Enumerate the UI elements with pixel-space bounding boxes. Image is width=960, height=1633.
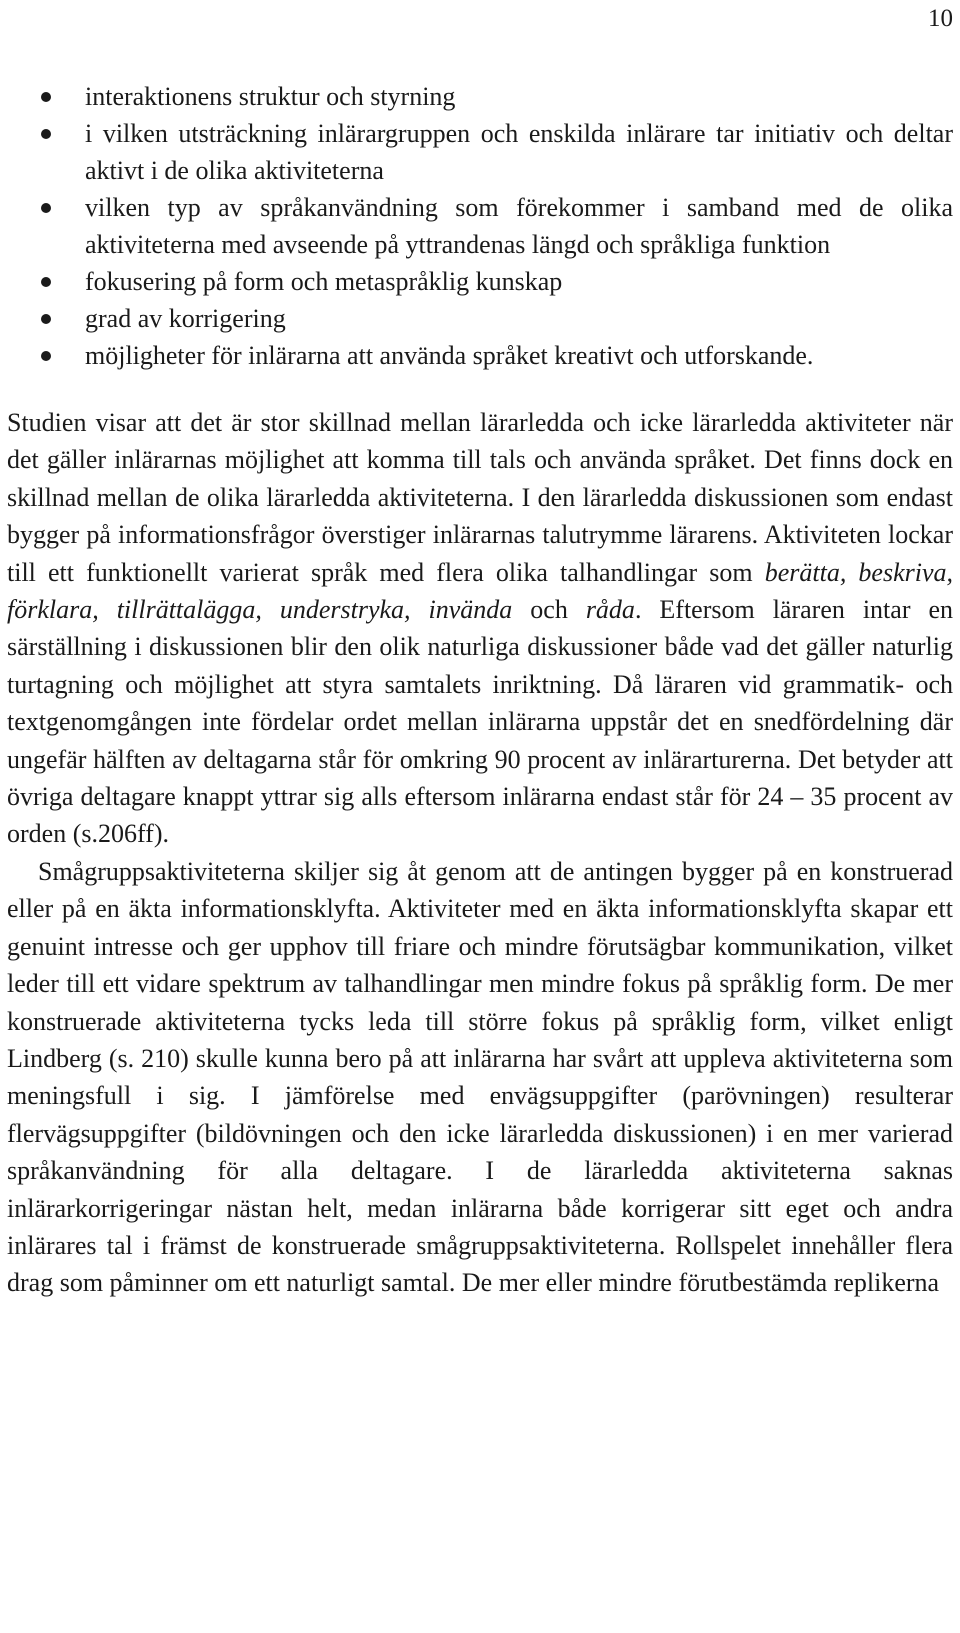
criteria-list-item: grad av korrigering (7, 300, 953, 337)
criteria-list-item: möjligheter för inlärarna att använda språket kreativt och utforskande. (7, 337, 953, 374)
paragraph-text: Studien visar att det är stor skillnad mellan lärarledda och icke lärarledda aktiviteter när det gäller inlärarnas möjlighet att komma till tals och använda språket. Det finns dock en skillnad mellan de olika lärarledda aktiviteterna. I den lärarledda diskussionen som endast bygger på informationsfrågor överstiger inlärarnas talutrymme lärarens. Aktiviteten lockar till ett funktionellt varierat språk med flera olika talhandlingar som (7, 408, 953, 587)
paragraph-small-group-activities: Smågruppsaktiviteterna skiljer sig åt genom att de antingen bygger på en konstruerad eller på en äkta informationsklyfta. Aktiviteter med en äkta informationsklyfta skapar ett genuint intresse och ger upphov till friare och mindre förutsägbar kommunikation, vilket leder till ett vidare spektrum av talhandlingar men mindre fokus på språklig form. De mer konstruerade aktiviteterna tycks leda till större fokus på språklig form, vilket enligt Lindberg (s. 210) skulle kunna bero på att inlärarna har svårt att uppleva aktiviteterna som meningsfull i sig. I jämförelse med envägsuppgifter (parövningen) resulterar flervägsuppgifter (bildövningen och den icke lärarledda diskussionen) i en mer varierad språkanvändning för alla deltagare. I de lärarledda aktiviteterna saknas inlärarkorrigeringar nästan helt, medan inlärarna både korrigerar sitt eget och andra inlärares tal i främst de konstruerade smågruppsaktiviteterna. Rollspelet innehåller flera drag som påminner om ett naturligt samtal. De mer eller mindre förutbestämda replikerna (7, 856, 953, 1298)
criteria-list-item: fokusering på form och metaspråklig kunskap (7, 263, 953, 300)
paragraph-text: och (512, 595, 586, 625)
document-body (7, 78, 953, 1302)
paragraph-text: . Eftersom läraren intar en särställning i diskussionen blir den olik naturliga diskussioner både vad det gäller naturlig turtagning och möjlighet att styra samtalets inriktning. Då läraren vid grammatik- och textgenomgången inte fördelar ordet mellan inlärarna uppstår det en snedfördelning där ungefär hälften av deltagarna står för omkring 90 procent av inlärarturerna. Det betyder att övriga deltagare knappt yttrar sig alls eftersom inlärarna endast står för 24 – 35 procent av orden (s.206ff). (7, 595, 953, 849)
speech-act-term: råda (585, 595, 635, 625)
criteria-list-item: vilken typ av språkanvändning som förekommer i samband med de olika aktiviteterna med avseende på yttrandenas längd och språkliga funktion (7, 189, 953, 263)
page-number: 10 (928, 5, 953, 32)
criteria-list (7, 78, 953, 374)
criteria-list-item: interaktionens struktur och styrning (7, 78, 953, 115)
criteria-list-item: i vilken utsträckning inlärargruppen och enskilda inlärare tar initiativ och deltar aktivt i de olika aktiviteterna (7, 115, 953, 189)
speech-acts-list: berätta, beskriva, förklara, tillrättalägga, understryka, invända (7, 557, 953, 625)
paragraph-study-findings (7, 404, 953, 853)
